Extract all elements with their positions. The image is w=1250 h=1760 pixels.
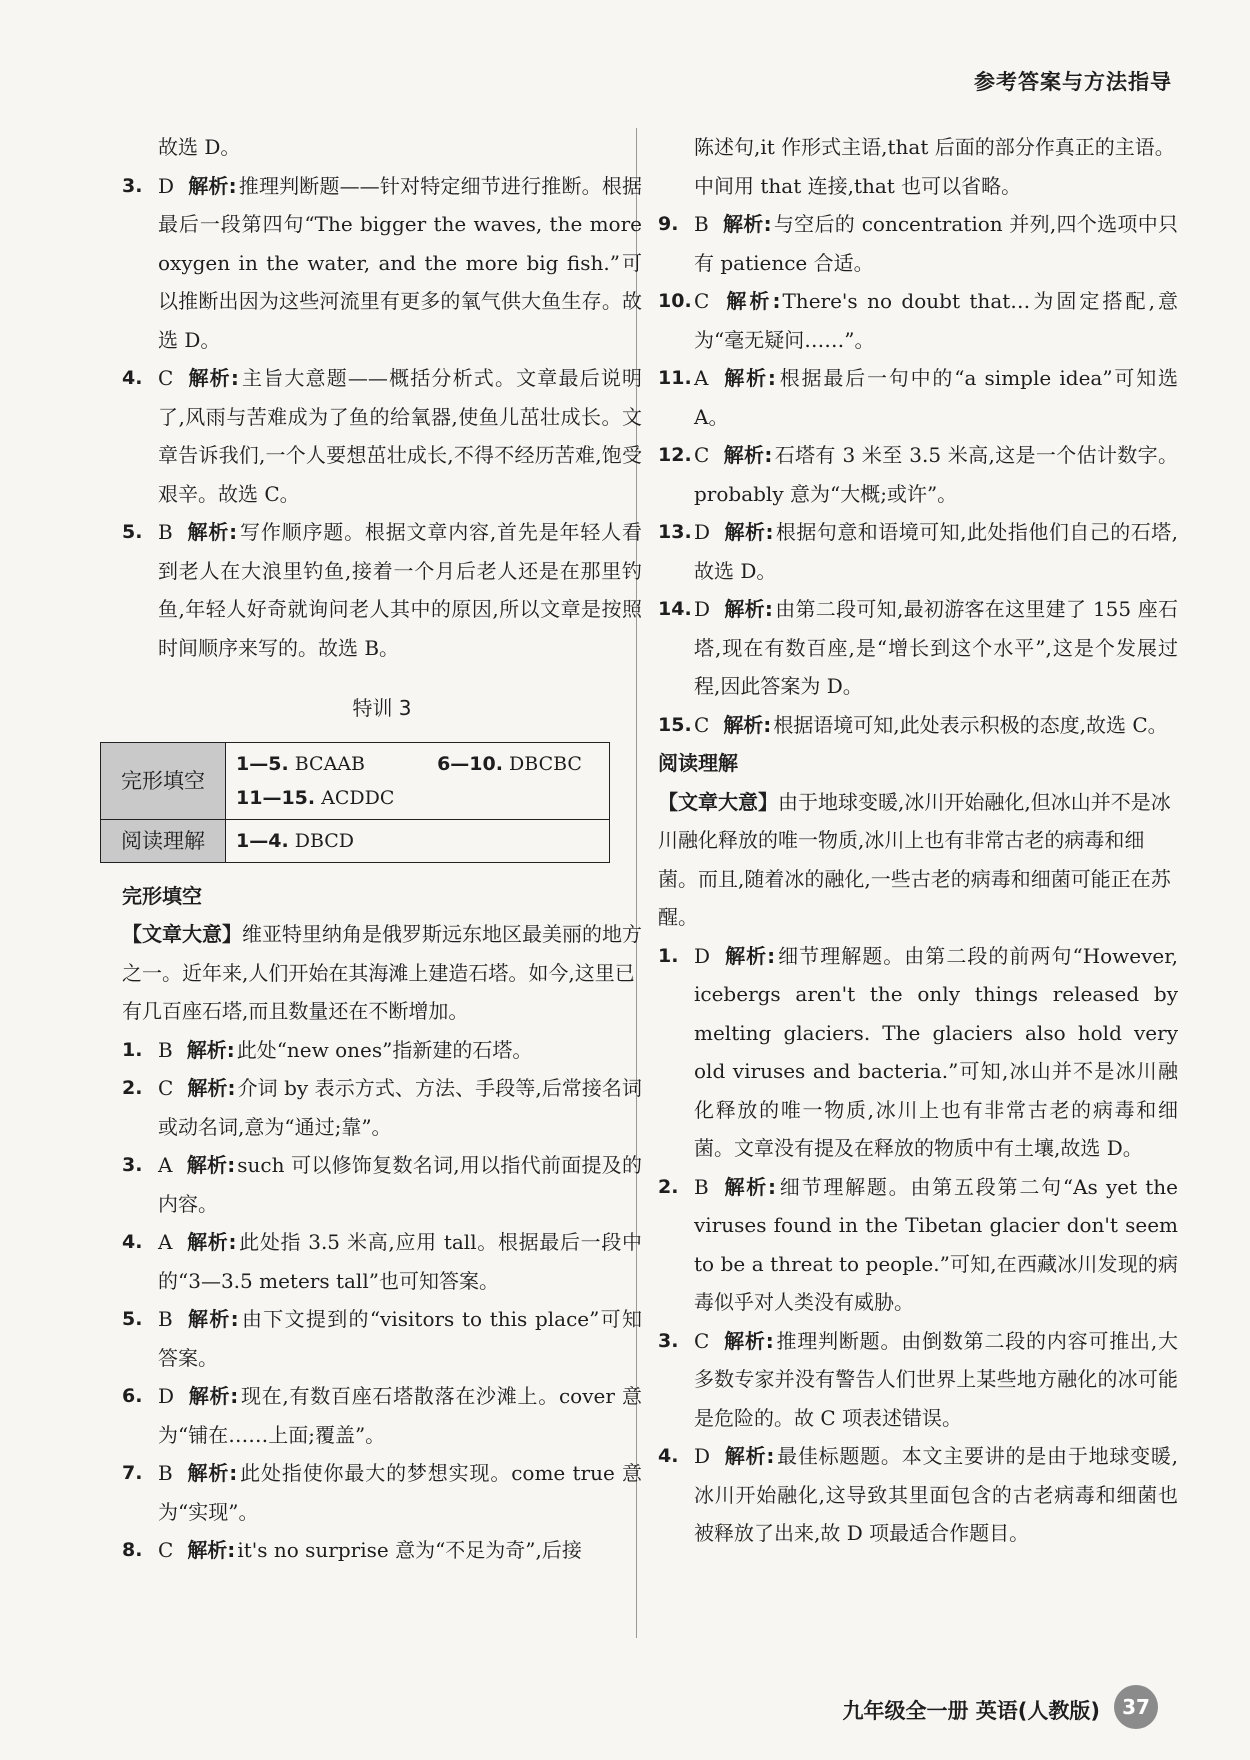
- section-title: 特训 3: [352, 696, 412, 720]
- analysis-text: 最佳标题题。本文主要讲的是由于地球变暖,冰川开始融化,这导致其里面包含的古老病毒和细菌也被释放了出来,故 D 项最适合作题目。: [694, 1444, 1178, 1545]
- item-number: 7.: [122, 1462, 143, 1484]
- range-label: 6—10.: [437, 752, 503, 775]
- reading-answer-list: [658, 937, 1178, 1553]
- list-item: [122, 1377, 642, 1454]
- analysis-label: 解析:: [186, 520, 238, 544]
- analysis-text: 此处指 3.5 米高,应用 tall。根据最后一段中的“3—3.5 meters tall”也可知答案。: [158, 1230, 642, 1293]
- cloze-summary: [122, 915, 642, 1031]
- list-item: [658, 436, 1178, 513]
- footer-text: 九年级全一册 英语(人教版): [842, 1699, 1100, 1723]
- list-item: [658, 1437, 1178, 1553]
- list-item: [122, 167, 642, 360]
- item-answer: D: [694, 1444, 711, 1468]
- list-item: [658, 706, 1178, 745]
- analysis-label: 解析:: [722, 1174, 777, 1199]
- analysis-text: 写作顺序题。根据文章内容,首先是年轻人看到老人在大浪里钓鱼,接着一个月后老人还是在那里钓鱼,年轻人好奇就询问老人其中的原因,所以文章是按照时间顺序来写的。故选 B。: [158, 520, 642, 660]
- item-number: 10.: [658, 290, 692, 312]
- table-answers-reading: [226, 819, 610, 862]
- list-item: [122, 1300, 642, 1377]
- item-answer: C: [158, 1076, 174, 1100]
- analysis-text: 细节理解题。由第二段的前两句“However, icebergs aren't the only things released by melting glaciers. The glaciers also hold very old viruses and bacteria.”可知,冰山并不是冰川融化释放的唯一物质,冰川上也有非常古老的病毒和细菌。文章没有提及在释放的物质中有土壤,故选 D。: [694, 943, 1178, 1160]
- list-item: [122, 1069, 642, 1146]
- answer-table: [100, 742, 610, 863]
- item-number: 4.: [122, 1231, 143, 1253]
- analysis-label: 解析:: [186, 1037, 235, 1062]
- item-number: 12.: [658, 444, 692, 466]
- analysis-label: 解析:: [723, 443, 773, 467]
- analysis-text: 根据语境可知,此处表示积极的态度,故选 C。: [773, 712, 1168, 737]
- analysis-text: 此处指使你最大的梦想实现。come true 意为“实现”。: [158, 1461, 642, 1524]
- item-number: 5.: [122, 1308, 143, 1330]
- item-answer: D: [158, 1384, 175, 1408]
- list-item: [658, 205, 1178, 282]
- table-row: [101, 819, 610, 862]
- item-number: 4.: [122, 367, 143, 389]
- analysis-text: 根据句意和语境可知,此处指他们自己的石塔,故选 D。: [694, 520, 1178, 583]
- cloze-answer-list: [122, 1031, 642, 1570]
- item-number: 1.: [658, 944, 679, 967]
- item-number: 2.: [122, 1077, 143, 1099]
- item-number: 9.: [658, 213, 679, 235]
- range-label: 1—5.: [236, 752, 289, 775]
- item-answer: D: [694, 520, 711, 544]
- reading-heading: 阅读理解: [658, 751, 738, 775]
- item-number: 1.: [122, 1038, 143, 1061]
- range-answers: BCAAB: [294, 752, 365, 775]
- item-answer: B: [158, 1461, 173, 1485]
- item-number: 14.: [658, 598, 692, 620]
- item-answer: C: [694, 289, 710, 313]
- table-answers-cloze: [226, 742, 610, 819]
- item-number: 3.: [122, 1154, 143, 1176]
- item-answer: B: [694, 1174, 709, 1199]
- right-column: [658, 128, 1178, 1553]
- analysis-text: 现在,有数百座石塔散落在沙滩上。cover 意为“铺在……上面;覆盖”。: [158, 1384, 642, 1447]
- analysis-text: such 可以修饰复数名词,用以指代前面提及的内容。: [158, 1153, 643, 1216]
- list-item: [122, 513, 642, 667]
- summary-label: 【文章大意】: [658, 789, 778, 814]
- item-answer: A: [158, 1230, 173, 1254]
- analysis-label: 解析:: [188, 173, 237, 198]
- page-number: 37: [1114, 1685, 1158, 1729]
- list-item: [658, 1322, 1178, 1438]
- analysis-label: 解析:: [187, 366, 239, 390]
- table-row: [101, 742, 610, 819]
- list-item: [658, 1168, 1178, 1322]
- item-number: 3.: [122, 174, 143, 197]
- analysis-label: 解析:: [186, 1230, 237, 1254]
- analysis-label: 解析:: [186, 1307, 239, 1331]
- list-item: [122, 1223, 642, 1300]
- item-number: 15.: [658, 713, 692, 736]
- cloze-heading: 完形填空: [122, 883, 202, 908]
- analysis-label: 解析:: [187, 1076, 236, 1100]
- analysis-text: 石塔有 3 米至 3.5 米高,这是一个估计数字。probably 意为“大概;或许”。: [694, 443, 1178, 506]
- reading-summary: [658, 783, 1178, 937]
- item-answer: D: [694, 597, 711, 621]
- table-label-reading: 阅读理解: [101, 819, 226, 862]
- summary-text: 由于地球变暖,冰川开始融化,但冰山并不是冰川融化释放的唯一物质,冰川上也有非常古老的病毒和细菌。而且,随着冰的融化,一些古老的病毒和细菌可能正在苏醒。: [658, 789, 1171, 929]
- range-label: 11—15.: [236, 786, 316, 809]
- left-column: [122, 128, 642, 1570]
- analysis-label: 解析:: [724, 520, 774, 544]
- range-answers: DBCBC: [509, 752, 582, 775]
- analysis-label: 解析:: [723, 1328, 774, 1353]
- list-item: [122, 1031, 642, 1070]
- item-answer: B: [158, 520, 173, 544]
- range-answers: ACDDC: [321, 786, 395, 809]
- item-answer: A: [694, 366, 709, 390]
- item-answer: B: [158, 1037, 173, 1062]
- analysis-text: 与空后的 concentration 并列,四个选项中只有 patience 合适。: [694, 212, 1178, 275]
- analysis-label: 解析:: [722, 212, 772, 236]
- answer-list: [122, 167, 642, 668]
- table-label-cloze: 完形填空: [101, 742, 226, 819]
- analysis-label: 解析:: [724, 597, 773, 621]
- analysis-label: 解析:: [723, 289, 781, 313]
- analysis-text: 细节理解题。由第五段第二句“As yet the viruses found in the Tibetan glacier don't seem to be a threat to people.”可知,在西藏冰川发现的病毒似乎对人类没有威胁。: [694, 1174, 1178, 1314]
- analysis-text: 推理判断题——针对特定细节进行推断。根据最后一段第四句“The bigger the waves, the more oxygen in the water, and the more big fish.”可以推断出因为这些河流里有更多的氧气供大鱼生存。故选 D。: [158, 173, 643, 352]
- answer-list: [658, 205, 1178, 744]
- item-answer: B: [694, 212, 709, 236]
- list-item: [122, 359, 642, 513]
- continuation-text: 故选 D。: [158, 135, 241, 159]
- item-number: 6.: [122, 1385, 143, 1407]
- item-number: 3.: [658, 1329, 679, 1352]
- item-answer: B: [158, 1307, 173, 1331]
- analysis-text: it's no surprise 意为“不足为奇”,后接: [237, 1538, 582, 1562]
- item-answer: C: [158, 366, 174, 390]
- analysis-label: 解析:: [724, 1444, 775, 1468]
- analysis-label: 解析:: [186, 1461, 238, 1485]
- list-item: [122, 1146, 642, 1223]
- analysis-text: 主旨大意题——概括分析式。文章最后说明了,风雨与苦难成为了鱼的给氧器,使鱼儿茁壮成长。文章告诉我们,一个人要想茁壮成长,不得不经历苦难,饱受艰辛。故选 C。: [158, 366, 643, 506]
- list-item: [658, 937, 1178, 1168]
- analysis-label: 解析:: [186, 1153, 236, 1177]
- item-answer: D: [158, 173, 175, 198]
- analysis-text: 由第二段可知,最初游客在这里建了 155 座石塔,现在有数百座,是“增长到这个水平”,这是个发展过程,因此答案为 D。: [694, 597, 1178, 698]
- list-item: [122, 1531, 642, 1570]
- analysis-label: 解析:: [188, 1384, 239, 1408]
- analysis-label: 解析:: [724, 943, 776, 968]
- analysis-text: 由下文提到的“visitors to this place”可知答案。: [158, 1307, 642, 1370]
- continuation-text: 陈述句,it 作形式主语,that 后面的部分作真正的主语。中间用 that 连接,that 也可以省略。: [694, 135, 1175, 198]
- running-header: 参考答案与方法指导: [974, 70, 1172, 94]
- summary-text: 维亚特里纳角是俄罗斯远东地区最美丽的地方之一。近年来,人们开始在其海滩上建造石塔。如今,这里已有几百座石塔,而且数量还在不断增加。: [122, 922, 642, 1023]
- list-item: [658, 590, 1178, 706]
- item-number: 2.: [658, 1175, 679, 1198]
- list-item: [122, 1454, 642, 1531]
- item-number: 4.: [658, 1445, 679, 1467]
- item-answer: C: [694, 1328, 710, 1353]
- item-number: 11.: [658, 367, 692, 389]
- analysis-text: 根据最后一句中的“a simple idea”可知选 A。: [694, 366, 1179, 429]
- list-item: [658, 513, 1178, 590]
- item-answer: A: [158, 1153, 173, 1177]
- range-label: 1—4.: [236, 829, 289, 852]
- analysis-label: 解析:: [187, 1538, 236, 1562]
- list-item: [658, 282, 1178, 359]
- item-answer: D: [694, 943, 711, 968]
- analysis-text: 介词 by 表示方式、方法、手段等,后常接名词或动名词,意为“通过;靠”。: [158, 1076, 642, 1139]
- analysis-label: 解析:: [722, 366, 776, 390]
- analysis-text: There's no doubt that…为固定搭配,意为“毫无疑问……”。: [694, 289, 1178, 352]
- item-answer: C: [694, 443, 710, 467]
- analysis-text: 此处“new ones”指新建的石塔。: [236, 1037, 533, 1062]
- item-number: 5.: [122, 521, 143, 543]
- item-number: 13.: [658, 521, 692, 543]
- list-item: [658, 359, 1178, 436]
- analysis-text: 推理判断题。由倒数第二段的内容可推出,大多数专家并没有警告人们世界上某些地方融化的冰可能是危险的。故 C 项表述错误。: [694, 1328, 1178, 1430]
- item-answer: C: [158, 1538, 174, 1562]
- item-answer: C: [694, 712, 710, 737]
- item-number: 8.: [122, 1539, 143, 1561]
- summary-label: 【文章大意】: [122, 922, 242, 946]
- analysis-label: 解析:: [723, 712, 772, 737]
- range-answers: DBCD: [294, 829, 355, 852]
